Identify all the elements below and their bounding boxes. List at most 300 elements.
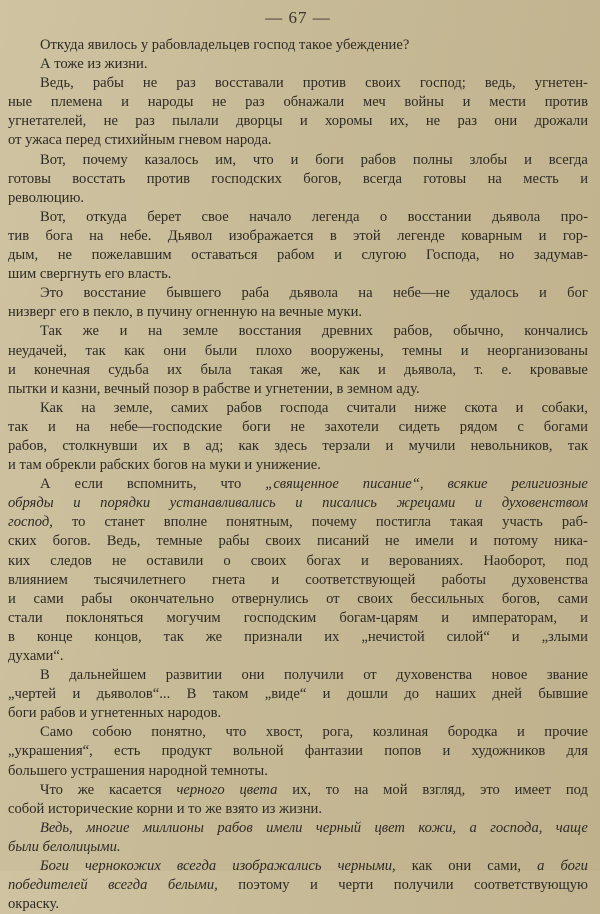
word: господским [243, 609, 317, 626]
word: силой“ [446, 628, 490, 645]
paragraph [8, 857, 588, 914]
word: и [290, 151, 299, 168]
text-line [8, 685, 588, 704]
word: окончательно [129, 590, 215, 607]
word: ких [8, 552, 31, 569]
word: неудачей, [8, 342, 67, 359]
word: признали [244, 628, 303, 645]
word: под [565, 552, 588, 569]
paragraph [8, 666, 588, 723]
word: такая [450, 514, 484, 531]
word: дьявола [491, 208, 541, 225]
text-line [8, 742, 588, 761]
word: духовенства [396, 667, 473, 684]
word: откуда [86, 208, 127, 225]
word: восстания [238, 323, 302, 340]
word: рога, [322, 724, 354, 741]
word: работы [441, 571, 486, 588]
word: „злыми [541, 628, 588, 645]
word: господ; [419, 75, 466, 92]
word: небе. [119, 227, 152, 244]
word: черный [315, 819, 362, 836]
word: станет [104, 514, 145, 531]
word: взгляд, [422, 781, 466, 798]
word: бог [567, 285, 588, 302]
word: и [72, 686, 81, 703]
word: писались [322, 495, 377, 512]
word: легенда [311, 208, 360, 225]
text-line [8, 322, 588, 341]
word: не [112, 552, 127, 569]
paragraph [8, 55, 588, 74]
word: неорганизованы [487, 342, 588, 359]
word: небе—господские [109, 418, 223, 435]
word: оставили [146, 552, 204, 569]
word: Дьявол [167, 227, 213, 244]
word: Само [40, 724, 73, 741]
word: Боги [40, 858, 69, 875]
word: так [85, 342, 106, 359]
paragraph [8, 399, 588, 475]
word: боги [315, 151, 344, 168]
text-line [8, 838, 588, 857]
word: на [487, 170, 502, 187]
word: и [460, 342, 469, 359]
word: восстать [72, 170, 126, 187]
word: „священное [265, 476, 339, 493]
word: здесь [274, 437, 308, 454]
text-line [8, 265, 588, 284]
word: готовы [8, 170, 51, 187]
word: богов, [303, 170, 342, 187]
word: не [103, 113, 118, 130]
word: не [212, 94, 227, 111]
text-segment: шим свергнуть его власть. [8, 266, 172, 283]
word: на [89, 227, 104, 244]
word: своих [250, 552, 287, 569]
word: черти [338, 877, 374, 894]
word: вспомнить, [126, 476, 197, 493]
text-segment: собой исторические корни и то же взято из жизни. [8, 800, 322, 817]
word: против [544, 94, 588, 111]
word: темные [156, 533, 203, 550]
word: боги [242, 418, 271, 435]
word: дрожали [534, 113, 588, 130]
word: не [290, 418, 305, 435]
word: мучили [408, 437, 456, 454]
word: кожи, [418, 819, 457, 836]
word: козлиная [372, 724, 429, 741]
word: этой [353, 227, 381, 244]
word: верованиях. [388, 552, 464, 569]
word: е. [501, 361, 512, 378]
word: мой [383, 781, 408, 798]
word: всегда [548, 151, 588, 168]
text-line [8, 762, 588, 781]
text-line [8, 170, 588, 189]
word: получили [283, 667, 344, 684]
word: религиозные [511, 476, 588, 493]
word: ника- [554, 533, 588, 550]
word: коварным [461, 227, 523, 244]
word: всякие [447, 476, 488, 493]
word: не [425, 113, 441, 130]
text-line [8, 284, 588, 303]
text-line [8, 303, 588, 322]
word: дальнейшем [69, 667, 147, 684]
word: земле [182, 323, 219, 340]
word: угнетателей, [8, 113, 87, 130]
word: и [8, 361, 16, 378]
word: рабов [217, 819, 253, 836]
word: жрецами [396, 495, 456, 512]
word: боги [560, 858, 588, 875]
word: их [167, 361, 183, 378]
word: хвост, [265, 724, 303, 741]
text-line [8, 74, 588, 93]
word: Господа, [426, 247, 480, 264]
word: стали [8, 609, 43, 626]
word: Ведь, [40, 819, 73, 836]
word: победителей [8, 877, 88, 894]
word: и [299, 113, 308, 130]
word: имели [415, 533, 454, 550]
word: не [385, 533, 400, 550]
word: черного [176, 781, 225, 798]
word: на [354, 781, 369, 798]
word: цвета [239, 781, 278, 798]
word: с [517, 418, 524, 435]
word: Ведь, [40, 75, 74, 92]
word: земле, [113, 399, 153, 416]
word: и [538, 227, 547, 244]
word: собаки, [541, 399, 588, 416]
text-segment: пытки и казни, вечный позор в рабстве и угнетении, в земном аду. [8, 380, 420, 397]
word: понятно, [151, 724, 206, 741]
word: самих [170, 399, 209, 416]
word: то [325, 781, 340, 798]
word: участь [502, 514, 543, 531]
word: „чертей [8, 686, 57, 703]
word: соответствующую [473, 877, 588, 894]
text-segment: боги рабов и угнетенных народов. [8, 705, 222, 722]
word: их [324, 628, 340, 645]
text-line [8, 380, 588, 399]
word: кончались [524, 323, 588, 340]
word: их [152, 437, 168, 454]
word: рядом [459, 418, 498, 435]
word: народы [147, 94, 194, 111]
text-line [8, 112, 588, 131]
word: обнажали [283, 94, 345, 111]
text-line [8, 666, 588, 685]
word: пожелавшим [91, 247, 172, 264]
paragraph [8, 284, 588, 322]
word: как [339, 361, 360, 378]
word: Вот, [40, 151, 66, 168]
word: многие [86, 819, 130, 836]
word: богами [543, 418, 588, 435]
word: но [499, 247, 515, 264]
word: получили [393, 877, 454, 894]
word: в [183, 437, 191, 454]
word: почему [311, 514, 357, 531]
text-line [8, 704, 588, 723]
word: судьба [108, 361, 149, 378]
text-segment: А тоже из жизни. [40, 56, 148, 73]
word: богов, [501, 590, 541, 607]
word: они [163, 342, 187, 359]
word: оставаться [191, 247, 258, 264]
text-line [8, 609, 588, 628]
word: и [310, 877, 318, 894]
word: темны [402, 342, 443, 359]
word: на [147, 323, 163, 340]
word: рабов, [8, 437, 48, 454]
word: господских [211, 170, 282, 187]
word: рабов [360, 151, 397, 168]
word: и [580, 609, 588, 626]
word: рабов, [393, 323, 433, 340]
word: задумав- [533, 247, 588, 264]
text-line [8, 361, 588, 380]
word: новое [491, 667, 528, 684]
word: а [537, 858, 545, 875]
word: на [81, 399, 96, 416]
word: Так [40, 323, 63, 340]
text-line [8, 399, 588, 418]
word: следов [50, 552, 92, 569]
text-segment: от ужаса перед стихийным гневом народа. [8, 132, 272, 149]
word: слугою [361, 247, 407, 264]
word: против [146, 170, 191, 187]
word: императорам, [472, 609, 558, 626]
word: вольной [232, 743, 284, 760]
word: постигла [375, 514, 431, 531]
word: сидеть [398, 418, 440, 435]
word: так [567, 437, 588, 454]
word: и [271, 571, 280, 588]
word: же [82, 323, 100, 340]
word: бога [45, 227, 73, 244]
word: так [163, 628, 184, 645]
word: невольников, [470, 437, 553, 454]
word: хоромы [324, 113, 373, 130]
word: а [469, 819, 477, 836]
word: удалось [470, 285, 519, 302]
word: развитии [165, 667, 223, 684]
word: что [225, 724, 247, 741]
word: злобы [469, 151, 508, 168]
word: считали [346, 399, 397, 416]
word: легенде [397, 227, 445, 244]
word: и [515, 399, 524, 416]
word: понятным, [226, 514, 293, 531]
word: и [119, 323, 128, 340]
word: концов, [94, 628, 142, 645]
word: кровавые [529, 361, 588, 378]
word: рабом [277, 247, 315, 264]
word: не [57, 247, 73, 264]
word: не [142, 75, 158, 92]
word: месть [523, 170, 559, 187]
word: их, [389, 113, 409, 130]
word: богов. [52, 533, 91, 550]
word: имеет [514, 781, 552, 798]
word: ные [8, 94, 33, 111]
text-line [8, 36, 588, 55]
word: ад; [205, 437, 224, 454]
text-segment: низверг его в пекло, в пучину огненную на вечные муки. [8, 304, 363, 321]
word: от [363, 667, 377, 684]
word: и [442, 743, 451, 760]
word: начало [249, 208, 292, 225]
word: плохо [255, 342, 292, 359]
word: и [361, 552, 369, 569]
word: рабы [92, 75, 124, 92]
word: таком [212, 686, 249, 703]
word: чернокожих [84, 858, 161, 875]
word: как [124, 342, 145, 359]
text-line [8, 552, 588, 571]
word: и [524, 151, 532, 168]
text-segment: революцию. [8, 189, 85, 206]
word: Что [40, 781, 63, 798]
word: влиянием [8, 571, 68, 588]
word: под [565, 781, 588, 798]
paragraph [8, 151, 588, 208]
word: тысячилетнего [93, 571, 186, 588]
text-line [8, 819, 588, 838]
word: есть [114, 743, 141, 760]
word: черными, [337, 858, 396, 875]
word: и [511, 628, 520, 645]
word: миллионы [142, 819, 204, 836]
word: „украшения“, [8, 743, 93, 760]
word: „виде“ [264, 686, 307, 703]
text-segment: и там обрекли рабских богов на муки и унижение. [8, 457, 321, 474]
word: раз [176, 75, 196, 92]
word: потому [493, 533, 539, 550]
word: тив [8, 227, 30, 244]
text-line [8, 342, 588, 361]
word: В [40, 667, 50, 684]
word: дьяволов“... [96, 686, 171, 703]
word: имели [266, 819, 303, 836]
word: дьявола [289, 285, 338, 302]
word: сами [557, 590, 588, 607]
text-line [8, 246, 588, 265]
word: сами [33, 590, 64, 607]
word: для [566, 743, 588, 760]
word: на [358, 285, 373, 302]
word: Как [40, 399, 64, 416]
word: о [379, 208, 388, 225]
word: же [77, 781, 95, 798]
word: как [238, 437, 259, 454]
text-line [8, 628, 588, 647]
text-line [8, 647, 588, 666]
text-line [8, 494, 588, 513]
text-line [8, 895, 588, 914]
word: пылали [172, 113, 219, 130]
word: если [74, 476, 103, 493]
word: как [411, 858, 433, 875]
word: вполне [163, 514, 208, 531]
word: восстании [407, 208, 472, 225]
word: полны [412, 151, 453, 168]
word: рабы [218, 533, 250, 550]
word: небе—не [392, 285, 450, 302]
word: такая [249, 361, 283, 378]
word: и [474, 495, 483, 512]
text-line [8, 475, 588, 494]
word: меч [362, 94, 386, 111]
word: обычно, [453, 323, 504, 340]
word: Вот, [40, 208, 66, 225]
word: то [71, 514, 86, 531]
text-line [8, 151, 588, 170]
word: сами, [487, 858, 522, 875]
word: господа [280, 399, 329, 416]
word: они [448, 858, 472, 875]
text-segment: духами“. [8, 648, 64, 664]
word: раб- [561, 514, 588, 531]
text-line [8, 857, 588, 876]
word: они [494, 113, 518, 130]
word: племена [50, 94, 103, 111]
word: же, [301, 361, 322, 378]
word: раз [245, 94, 265, 111]
word: духовенством [501, 495, 588, 512]
text-segment: окраску. [8, 896, 60, 913]
word: всегда [108, 877, 148, 894]
word: своих [365, 75, 401, 92]
word: ниже [414, 399, 447, 416]
word: и [8, 590, 16, 607]
word: конечная [34, 361, 90, 378]
paragraph [8, 208, 588, 284]
word: раз [457, 113, 477, 130]
word: готовы [423, 170, 467, 187]
word: дошли [346, 686, 388, 703]
text-line [8, 418, 588, 437]
word: богам-царям [339, 609, 419, 626]
word: дым, [8, 247, 39, 264]
word: терзали [322, 437, 371, 454]
word: древних [321, 323, 373, 340]
word: господ, [8, 514, 53, 531]
text-line [8, 532, 588, 551]
word: своих [357, 590, 393, 607]
word: дней [492, 686, 522, 703]
word: они [241, 667, 265, 684]
word: бессильных [410, 590, 485, 607]
word: продукт [161, 743, 212, 760]
word: что [252, 151, 274, 168]
paragraph [8, 322, 588, 398]
word: всегда [362, 170, 402, 187]
word: собою [92, 724, 132, 741]
word: и [73, 495, 81, 512]
text-segment: были белолицыми. [8, 838, 121, 855]
paragraph [8, 723, 588, 780]
word: всегда [176, 858, 217, 875]
text-line [8, 437, 588, 456]
paragraph [8, 74, 588, 150]
word: так [8, 418, 29, 435]
word: ведь, [484, 75, 516, 92]
